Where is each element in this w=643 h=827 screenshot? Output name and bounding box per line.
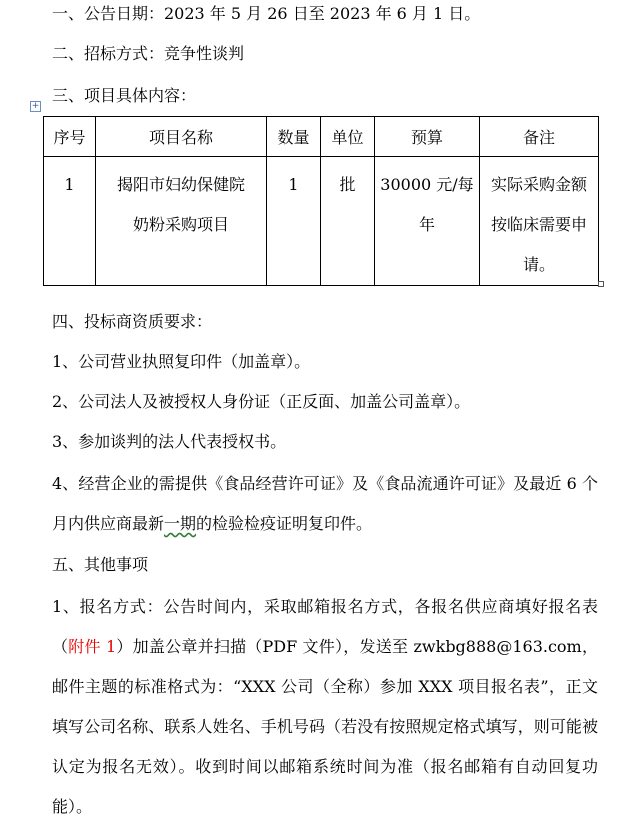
- project-content-heading: 三、项目具体内容：: [52, 86, 197, 105]
- requirement-item-3: 3、参加谈判的法人代表授权书。: [52, 432, 287, 451]
- attachment-reference: 附件 1: [68, 637, 117, 656]
- requirements-heading: 四、投标商资质要求：: [52, 312, 213, 331]
- requirement-item-1: 1、公司营业执照复印件（加盖章）。: [52, 352, 311, 371]
- cell-qty: 1: [267, 157, 321, 286]
- cell-no: 1: [44, 157, 96, 286]
- spellcheck-underline-text: 一期: [164, 514, 197, 533]
- table-move-handle-icon[interactable]: +: [31, 101, 40, 111]
- header-name: 项目名称: [96, 117, 267, 157]
- table-resize-handle[interactable]: [598, 281, 604, 287]
- project-table: [43, 116, 599, 286]
- bidding-method: 二、招标方式：竞争性谈判: [52, 44, 245, 63]
- header-note: 备注: [480, 117, 599, 157]
- header-no: 序号: [44, 117, 96, 157]
- cell-name: 揭阳市妇幼保健院奶粉采购项目: [96, 157, 267, 286]
- other-matters-heading: 五、其他事项: [52, 555, 149, 574]
- table-row: [44, 157, 599, 286]
- announcement-date: 一、公告日期：2023 年 5 月 26 日至 2023 年 6 月 1 日。: [52, 4, 481, 23]
- cell-note: 实际采购金额按临床需要申请。: [480, 157, 599, 286]
- table-header-row: [44, 117, 599, 157]
- requirement-item-4: 4、经营企业的需提供《食品经营许可证》及《食品流通许可证》及最近 6 个月内供应商最新一期的检验检疫证明复印件。: [52, 474, 598, 533]
- cell-budget: 30000 元/每年: [375, 157, 480, 286]
- registration-paragraph: 1、报名方式：公告时间内，采取邮箱报名方式，各报名供应商填好报名表（附件 1）加盖公章并扫描（PDF 文件），发送至 zwkbg888@163.com，邮件主题的标准格式为：“XXX 公司（全称）参加 XXX 项目报名表”，正文填写公司名称、联系人姓名、手机号码（若没有按照规定格式填写，则可能被认定为报名无效）。收到时间以邮箱系统时间为准（报名邮箱有自动回复功能）。: [52, 597, 598, 816]
- header-qty: 数量: [267, 117, 321, 157]
- cell-unit: 批: [321, 157, 375, 286]
- header-unit: 单位: [321, 117, 375, 157]
- header-budget: 预算: [375, 117, 480, 157]
- requirement-item-2: 2、公司法人及被授权人身份证（正反面、加盖公司盖章）。: [52, 392, 471, 411]
